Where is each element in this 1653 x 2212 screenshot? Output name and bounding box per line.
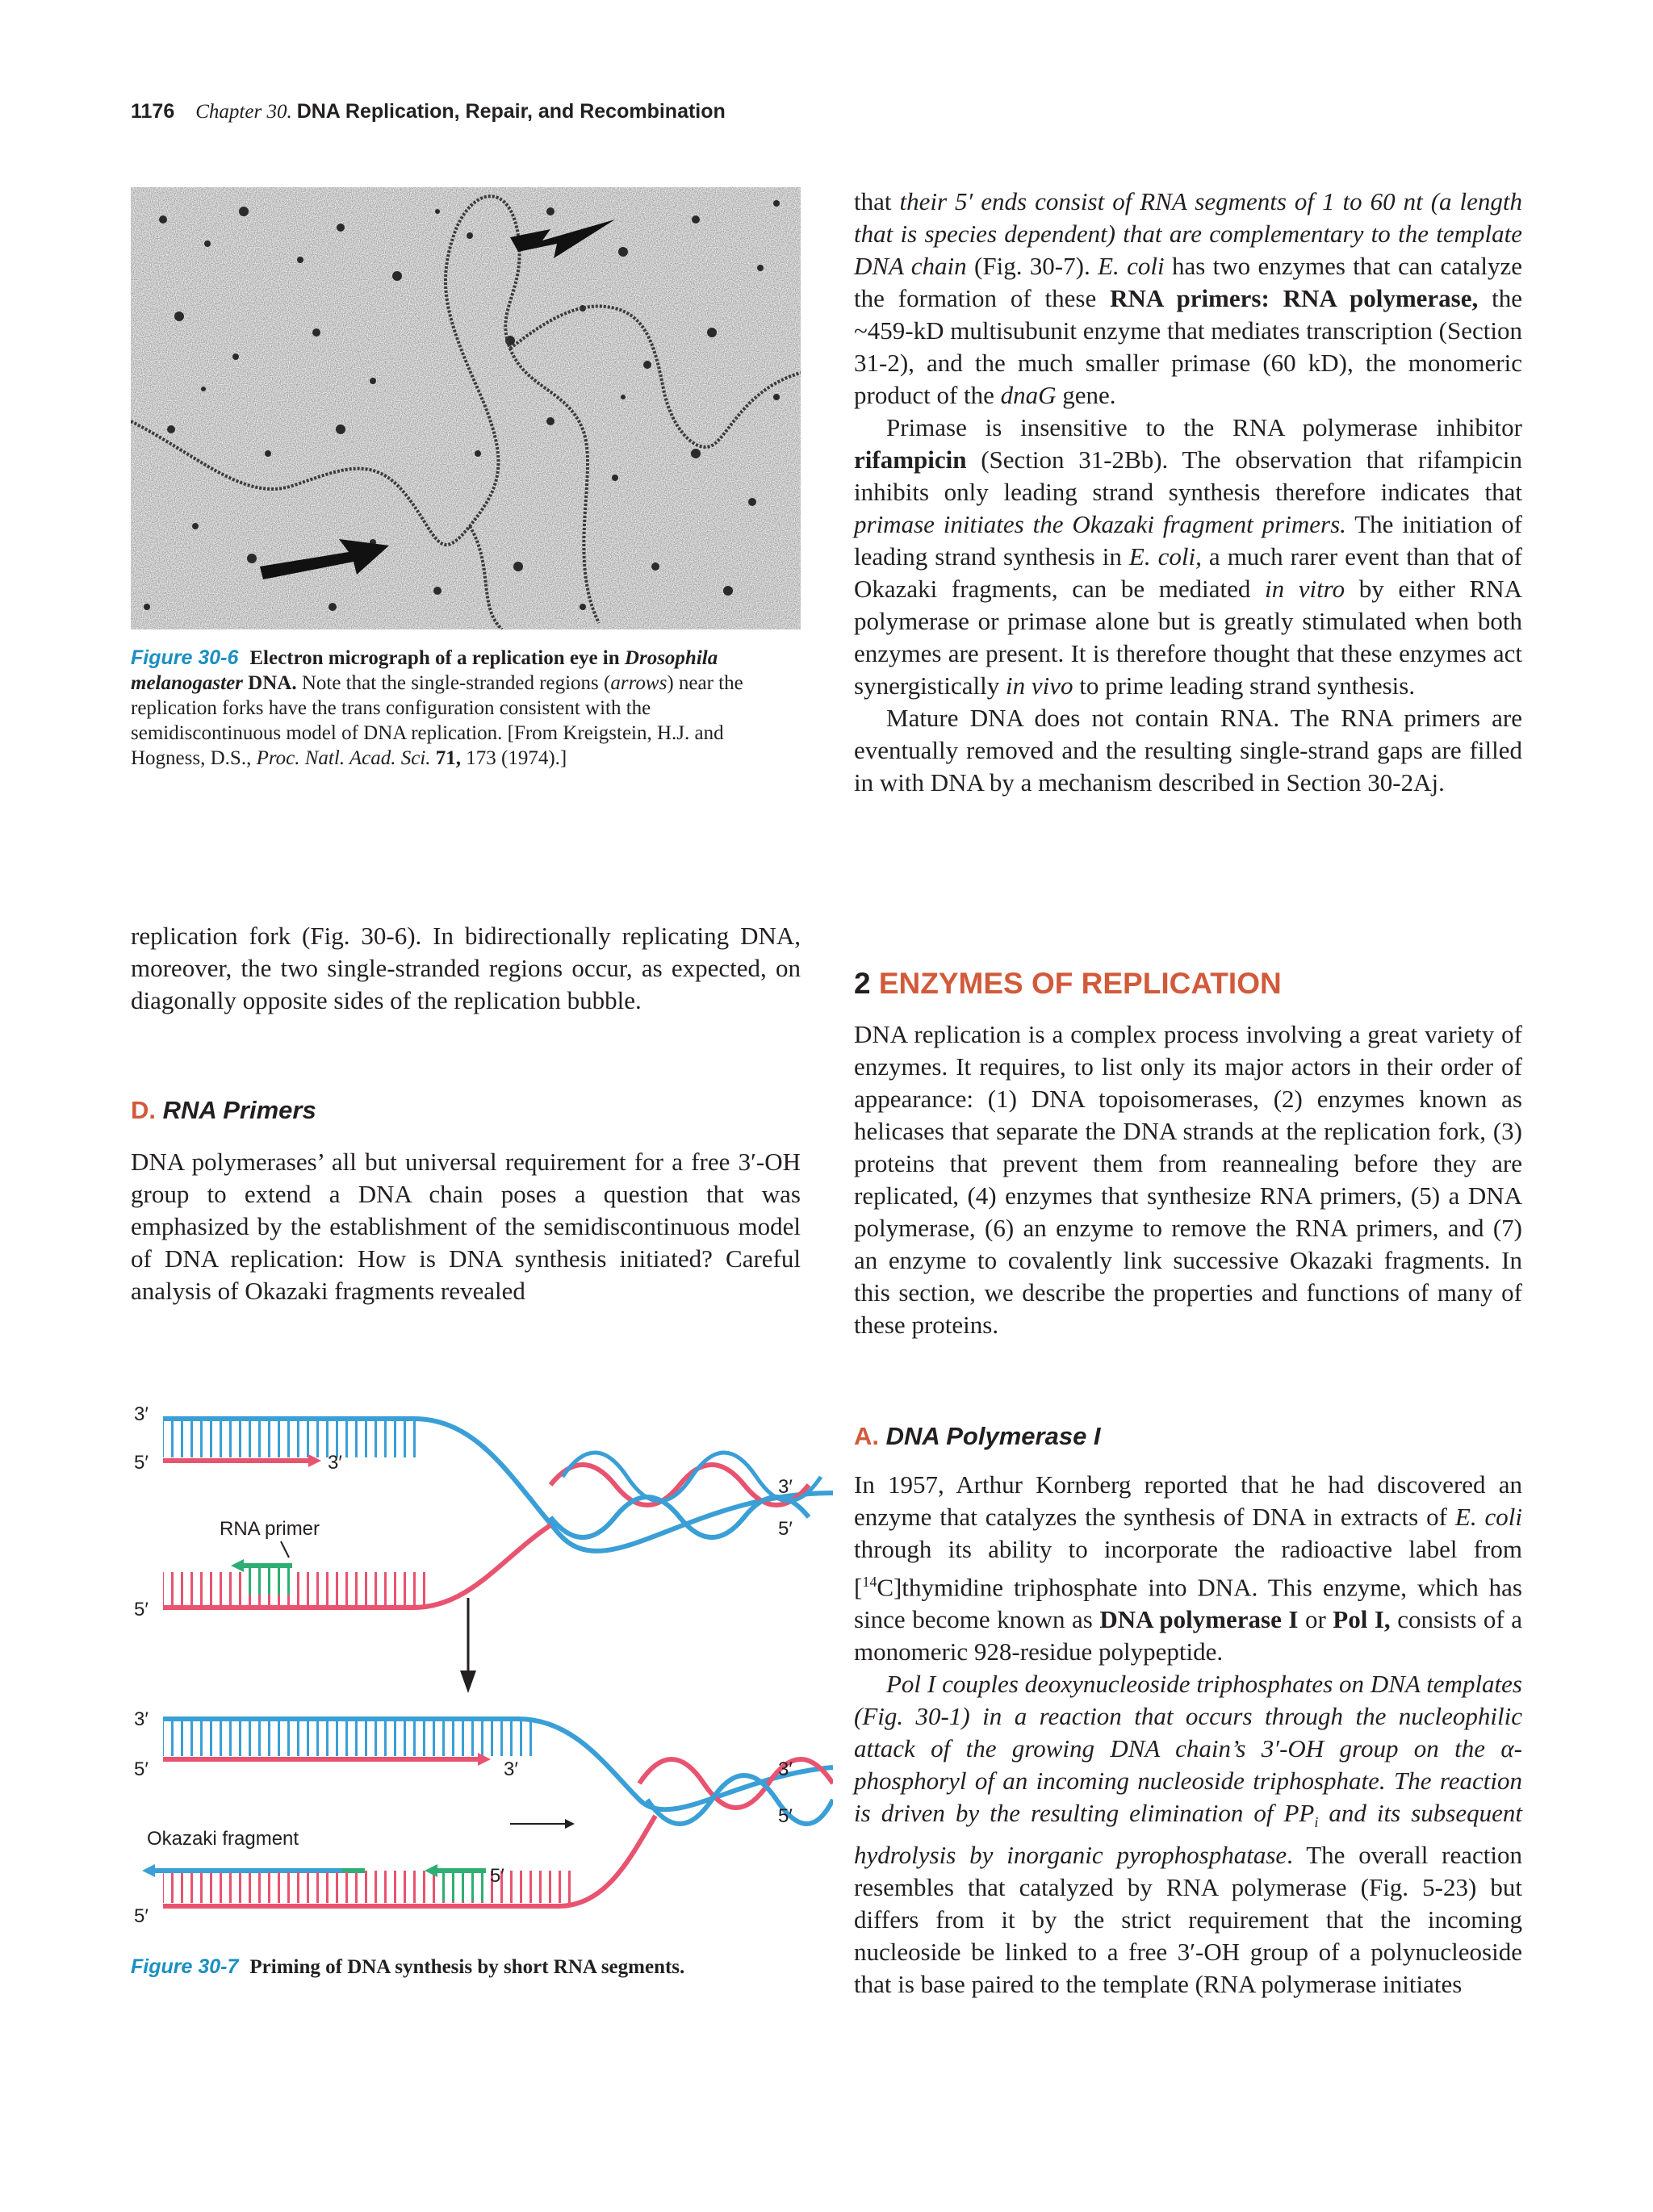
section-a-heading: [854, 1422, 1101, 1451]
volume: 71,: [435, 747, 462, 769]
text: C]thymidine triphosphate into DNA. This enzyme, which has since become known as: [854, 1573, 1522, 1634]
label-5prime: 5′: [134, 1905, 149, 1927]
label-5prime: 5′: [134, 1758, 149, 1780]
section-2-heading: [854, 967, 1282, 1001]
paragraph: [854, 186, 1522, 412]
text-bold: Pol I,: [1333, 1605, 1391, 1634]
text: or: [1298, 1605, 1333, 1634]
text: that: [854, 187, 900, 215]
running-header: [131, 100, 726, 123]
label-5prime: 5′: [490, 1865, 504, 1887]
superscript: 14: [862, 1574, 877, 1590]
section-d-heading: [131, 1096, 316, 1125]
text-bold: DNA polymerase I: [1099, 1605, 1299, 1634]
text: In 1957, Arthur Kornberg reported that he had discovered an enzyme that catalyzes the synthesis of DNA in extracts of: [854, 1470, 1522, 1531]
text: has two enzymes that can catalyze the formation of these: [854, 252, 1523, 312]
label-5prime: 5′: [134, 1452, 149, 1474]
text-italic: primase initiates the Okazaki fragment primers.: [854, 510, 1346, 538]
figure-30-7-caption: [131, 1955, 728, 1980]
paragraph: [854, 1469, 1522, 1668]
panel-before: [134, 1403, 833, 1620]
text: gene.: [1056, 381, 1116, 409]
caption-title: Priming of DNA synthesis by short RNA segments.: [249, 1956, 685, 1978]
caption-title-end: DNA.: [242, 672, 297, 694]
subscript: i: [1314, 1814, 1319, 1831]
section-letter: D.: [131, 1096, 156, 1124]
section-title: ENZYMES OF REPLICATION: [878, 967, 1282, 1000]
figure-30-6-caption: [131, 646, 801, 771]
label-okazaki-fragment: Okazaki fragment: [147, 1828, 299, 1850]
text: through its ability to incorporate the radioactive label from [: [854, 1535, 1522, 1602]
label-3prime: 3′: [504, 1758, 518, 1780]
right-paragraph-enzymes: [854, 1018, 1522, 1341]
chapter-title: DNA Replication, Repair, and Recombination: [296, 100, 726, 123]
label-3prime: 3′: [778, 1476, 793, 1498]
text: the ~459-kD multisubunit enzyme that mediates transcription (Section 31-2), and the much smaller primase (60 kD), the monomeric product of the: [854, 284, 1523, 409]
text: to prime leading strand synthesis.: [1073, 671, 1416, 700]
text-italic: and its subsequent hydrolysis by inorganic pyrophosphatase: [854, 1799, 1522, 1869]
text-italic: E. coli,: [1128, 542, 1202, 571]
down-arrow-icon: [460, 1598, 476, 1693]
label-3prime: 3′: [134, 1708, 149, 1730]
text-italic: their 5′ ends consist of RNA segments of 1 to 60 nt (a length that is species dependent) that are complementary to the template DNA chain: [854, 187, 1522, 280]
caption-text-2: ) near the replication forks have the trans configuration consistent with the semidiscontinuous model of DNA replication. [From Kreigstein, H.J. and Hogness, D.S.,: [131, 672, 743, 769]
caption-text: Note that the single-stranded regions (: [296, 672, 611, 694]
section-title: DNA Polymerase I: [885, 1422, 1101, 1450]
text-italic: in vivo: [1005, 671, 1073, 700]
electron-micrograph: [131, 187, 801, 629]
text: (Section 31-2Bb). The observation that rifampicin inhibits only leading strand synthesis therefore indicates that: [854, 445, 1522, 506]
right-column-bottom: [854, 1469, 1522, 2001]
text: by either RNA polymerase or primase alone but is greatly stimulated when both enzymes are present. It is therefore thought that these enzymes act synergistically: [854, 575, 1522, 700]
text-italic: in vitro: [1264, 575, 1345, 603]
left-paragraph-1: [131, 920, 801, 1017]
paragraph: DNA polymerases’ all but universal requirement for a free 3′-OH group to extend a DNA chain poses a question that was emphasized by the establishment of the semidiscontinuous model of DNA replication: How is DNA synthesis initiated? Careful analysis of Okazaki fragments revealed: [131, 1148, 801, 1305]
species-name: Drosophila melanogaster: [131, 647, 718, 694]
right-column-top: [854, 186, 1522, 799]
label-5prime: 5′: [134, 1599, 149, 1620]
figure-label: Figure 30-7: [131, 1955, 239, 1978]
label-3prime: 3′: [778, 1758, 793, 1780]
page-number: 1176: [131, 100, 175, 123]
paragraph: replication fork (Fig. 30-6). In bidirectionally replicating DNA, moreover, the two single-stranded regions occur, as expected, on diagonally opposite sides of the replication bubble.: [131, 922, 801, 1014]
label-3prime: 3′: [134, 1403, 149, 1425]
section-number: 2: [854, 967, 871, 1000]
figure-label: Figure 30-6: [131, 646, 239, 669]
text: The initiation of leading strand synthesis in: [854, 510, 1522, 571]
text-bold: rifampicin: [854, 445, 967, 474]
paragraph: [854, 1668, 1522, 2000]
left-paragraph-2: [131, 1146, 801, 1307]
paragraph: DNA replication is a complex process involving a great variety of enzymes. It requires, to list only its major actors in their order of appearance: (1) DNA topoisomerases, (2) enzymes known as helicases that separate the DNA strands at the replication fork, (3) proteins that prevent them from reannealing before they are replicated, (4) enzymes that synthesize RNA primers, (5) a DNA polymerase, (6) an enzyme to remove the RNA primers, and (7) an enzyme to covalently link successive Okazaki fragments. In this section, we describe the properties and functions of many of these proteins.: [854, 1020, 1522, 1339]
text-italic: E. coli: [1454, 1503, 1522, 1531]
text: consists of a monomeric 928-residue polypeptide.: [854, 1605, 1522, 1666]
text-italic: Pol I couples deoxynucleoside triphosphates on DNA templates (Fig. 30-1) in a reaction that occurs through the nucleophilic attack of the growing DNA chain’s 3′-OH group on the α-phosphoryl of an incoming nucleoside triphosphate. The reaction is driven by the resulting elimination of PP: [854, 1670, 1522, 1828]
text: a much rarer event than that of Okazaki fragments, can be mediated: [854, 542, 1523, 603]
label-5prime: 5′: [778, 1518, 793, 1540]
text-italic: E. coli: [1098, 252, 1165, 280]
label-3prime: 3′: [328, 1452, 342, 1474]
text: (Fig. 30-7).: [966, 252, 1099, 280]
chapter-number: Chapter 30.: [195, 101, 292, 123]
journal: Proc. Natl. Acad. Sci.: [256, 747, 431, 769]
caption-title: Electron micrograph of a replication eye in: [249, 647, 625, 669]
text-bold: RNA primers: RNA polymerase,: [1110, 284, 1479, 312]
paragraph: Mature DNA does not contain RNA. The RNA primers are eventually removed and the resulting single-strand gaps are filled in with DNA by a mechanism described in Section 30-2Aj.: [854, 704, 1522, 797]
pages: 173 (1974).]: [461, 747, 567, 769]
text: . The overall reaction resembles that catalyzed by RNA polymerase (Fig. 5-23) but differs from it by the strict requirement that the incoming nucleoside be linked to a free 3′-OH group of a polynucleoside that is base paired to the template (RNA polymerase initiates: [854, 1840, 1522, 1998]
label-5prime: 5′: [778, 1805, 793, 1827]
priming-diagram: [123, 1396, 833, 1945]
section-letter: A.: [854, 1422, 879, 1450]
text-italic: dnaG: [1000, 381, 1057, 409]
caption-arrows: arrows: [610, 672, 667, 694]
paragraph: [854, 412, 1522, 702]
text: Primase is insensitive to the RNA polymerase inhibitor: [886, 413, 1522, 441]
panel-after: [134, 1708, 833, 1927]
label-rna-primer: RNA primer: [220, 1518, 320, 1540]
section-title: RNA Primers: [162, 1096, 316, 1124]
